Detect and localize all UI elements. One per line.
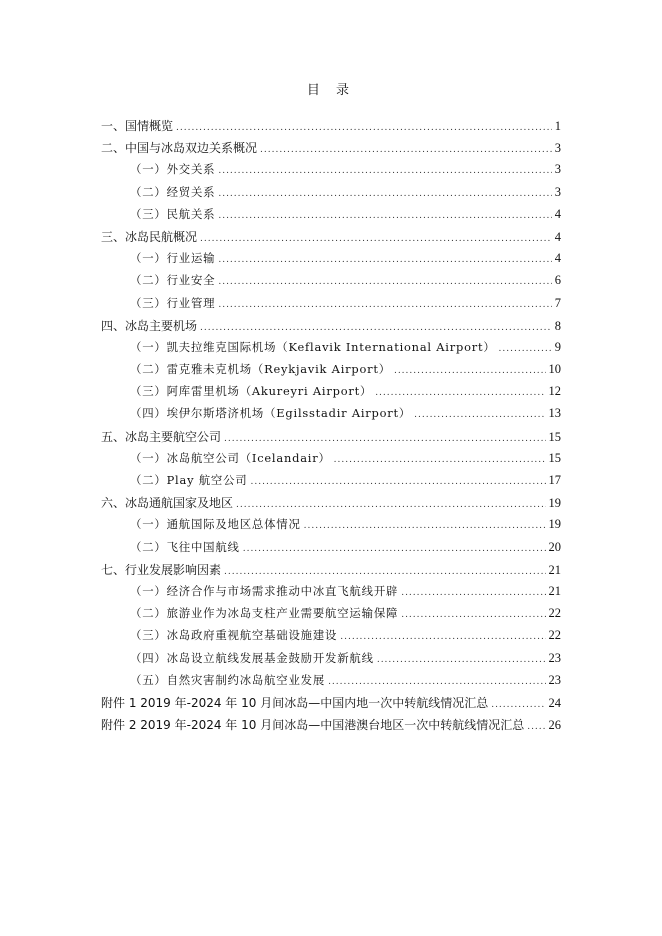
toc-entry[interactable] [101,561,561,583]
toc-entry-page-number: 20 [548,539,561,554]
toc-entry-page-number: 22 [548,628,561,643]
toc-leader-dots [394,366,546,376]
toc-entry-label: （一）冰岛航空公司（Icelandair） [130,450,331,465]
table-of-contents [101,117,561,738]
toc-entry-page-number: 4 [554,251,561,266]
toc-entry-label: （二）雷克雅未克机场（Reykjavik Airport） [130,362,391,377]
toc-entry[interactable] [101,317,561,339]
toc-entry-label: 五、冰岛主要航空公司 [101,429,222,444]
toc-entry-page-number: 21 [548,562,561,577]
toc-entry[interactable] [101,272,561,294]
toc-entry[interactable] [101,650,561,672]
toc-entry-label: 三、冰岛民航概况 [101,229,198,244]
toc-leader-dots [218,277,551,287]
toc-entry-page-number: 23 [548,672,561,687]
toc-entry[interactable] [101,161,561,183]
toc-entry[interactable] [101,672,561,694]
toc-leader-dots [328,677,545,687]
toc-entry[interactable] [101,228,561,250]
toc-entry[interactable] [101,405,561,427]
toc-leader-dots [377,655,546,665]
toc-entry-label: （四）埃伊尔斯塔济机场（Egilsstadir Airport） [130,406,412,421]
toc-leader-dots [304,521,546,531]
toc-entry-page-number: 8 [554,318,561,333]
toc-entry-label: （二）Play 航空公司 [130,473,248,487]
toc-entry-label: （三）行业管理 [130,295,216,310]
toc-entry-page-number: 4 [554,206,561,221]
toc-leader-dots [218,189,551,199]
toc-entry[interactable] [101,428,561,450]
toc-entry-label: （一）外交关系 [130,162,216,177]
toc-leader-dots [218,211,551,221]
toc-leader-dots [243,544,546,554]
toc-entry-page-number: 23 [548,650,561,665]
toc-entry-page-number: 19 [548,517,561,532]
toc-leader-dots [260,145,552,155]
toc-entry[interactable] [101,539,561,561]
toc-leader-dots [414,410,545,420]
toc-entry[interactable] [101,450,561,472]
toc-entry-page-number: 13 [548,406,561,421]
toc-entry-label: （五）自然灾害制约冰岛航空业发展 [130,672,326,687]
toc-entry-page-number: 4 [554,229,561,244]
toc-entry-label: 二、中国与冰岛双边关系概况 [101,141,258,156]
toc-entry-page-number: 21 [548,583,561,598]
toc-entry-label: 四、冰岛主要机场 [101,318,198,333]
toc-entry-label: 七、行业发展影响因素 [101,562,222,577]
toc-leader-dots [218,300,551,310]
toc-entry-page-number: 24 [548,695,561,710]
toc-entry[interactable] [101,206,561,228]
toc-entry[interactable] [101,383,561,405]
toc-entry[interactable] [101,117,561,139]
toc-entry-page-number: 26 [548,718,561,733]
toc-entry-page-number: 3 [554,141,561,156]
toc-entry-page-number: 6 [554,273,561,288]
toc-entry-label: （一）行业运输 [130,251,216,266]
toc-entry[interactable] [101,139,561,161]
toc-entry[interactable] [101,494,561,516]
toc-entry-label: 六、冰岛通航国家及地区 [101,496,234,511]
toc-leader-dots [224,434,545,444]
toc-entry-label: （三）民航关系 [130,206,216,221]
toc-entry-page-number: 3 [554,162,561,177]
toc-title: 目 录 [306,83,356,98]
toc-leader-dots [527,722,545,732]
toc-entry[interactable] [101,694,561,716]
toc-leader-dots [401,610,545,620]
toc-entry[interactable] [101,361,561,383]
toc-entry-label: 附件 2 2019 年-2024 年 10 月间冰岛—中国港澳台地区一次中转航线情况汇总 [101,718,525,733]
toc-leader-dots [375,388,545,398]
toc-entry-label: （三）阿库雷里机场（Akureyri Airport） [130,384,373,399]
toc-entry[interactable] [101,184,561,206]
toc-entry-label: 附件 1 2019 年-2024 年 10 月间冰岛—中国内地一次中转航线情况汇总 [101,695,489,710]
toc-leader-dots [200,234,552,244]
toc-entry[interactable] [101,716,561,738]
toc-leader-dots [236,500,545,510]
toc-entry-page-number: 7 [554,295,561,310]
toc-entry-page-number: 9 [554,339,561,354]
toc-leader-dots [218,166,551,176]
toc-entry-page-number: 1 [554,119,561,133]
toc-entry-label: （二）旅游业作为冰岛支柱产业需要航空运输保障 [130,606,399,621]
toc-entry-page-number: 17 [548,473,561,487]
toc-leader-dots [251,477,546,487]
toc-entry-label: （一）通航国际及地区总体情况 [130,517,301,532]
toc-leader-dots [401,588,545,598]
toc-entry-page-number: 15 [548,450,561,465]
toc-leader-dots [200,323,552,333]
toc-entry[interactable] [101,250,561,272]
toc-entry-page-number: 19 [548,496,561,511]
toc-leader-dots [224,567,545,577]
toc-entry-label: 一、国情概览 [101,119,174,133]
toc-leader-dots [334,455,546,465]
toc-entry-page-number: 15 [548,429,561,444]
toc-entry-page-number: 10 [548,362,561,377]
toc-entry-label: （一）凯夫拉维克国际机场（Keflavik International Airport） [130,339,496,354]
toc-entry[interactable] [101,295,561,317]
toc-leader-dots [176,123,552,133]
toc-entry-label: （一）经济合作与市场需求推动中冰直飞航线开辟 [130,583,399,598]
toc-entry[interactable] [101,583,561,605]
toc-entry-page-number: 12 [548,384,561,399]
toc-entry-label: （四）冰岛设立航线发展基金鼓励开发新航线 [130,650,374,665]
toc-entry[interactable] [101,472,561,494]
toc-entry-label: （三）冰岛政府重视航空基础设施建设 [130,628,338,643]
toc-entry-page-number: 3 [554,184,561,199]
toc-entry[interactable] [101,627,561,649]
toc-entry-label: （二）经贸关系 [130,184,216,199]
toc-entry[interactable] [101,339,561,361]
toc-leader-dots [491,700,545,710]
toc-entry-label: （二）行业安全 [130,273,216,288]
toc-entry-page-number: 22 [548,606,561,621]
toc-entry[interactable] [101,605,561,627]
toc-leader-dots [499,344,552,354]
toc-leader-dots [218,255,551,265]
toc-entry-label: （二）飞往中国航线 [130,539,240,554]
toc-leader-dots [340,632,545,642]
toc-entry[interactable] [101,516,561,538]
